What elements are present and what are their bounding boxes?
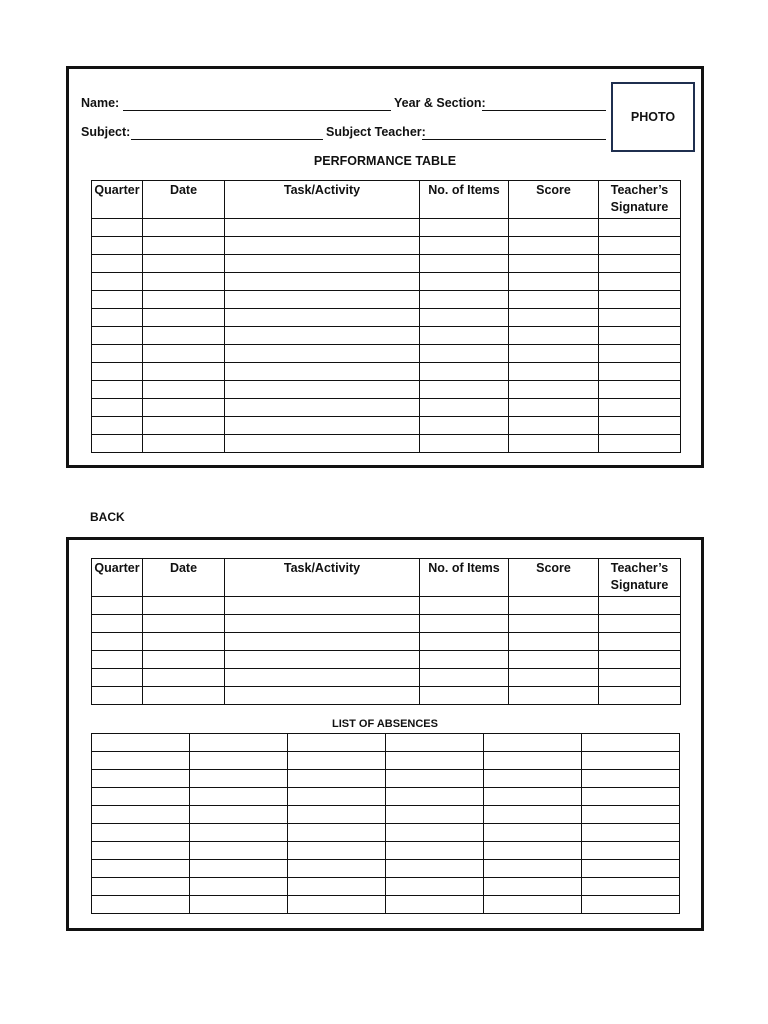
- table-cell[interactable]: [143, 363, 225, 381]
- table-cell[interactable]: [92, 309, 143, 327]
- table-cell[interactable]: [599, 435, 681, 453]
- table-cell[interactable]: [509, 327, 599, 345]
- table-row: [92, 788, 680, 806]
- table-row: [92, 219, 681, 237]
- absences-table: [91, 733, 680, 914]
- table-cell[interactable]: [92, 237, 143, 255]
- table-cell[interactable]: [190, 752, 288, 770]
- table-cell[interactable]: [420, 435, 509, 453]
- table-cell[interactable]: [225, 255, 420, 273]
- table-cell[interactable]: [599, 633, 681, 651]
- table-cell[interactable]: [582, 860, 680, 878]
- table-cell[interactable]: [92, 806, 190, 824]
- table-cell[interactable]: [420, 273, 509, 291]
- table-row: [92, 435, 681, 453]
- table-row: [92, 842, 680, 860]
- table-cell[interactable]: [582, 788, 680, 806]
- performance-table-body: [92, 219, 681, 453]
- table-cell[interactable]: [143, 327, 225, 345]
- table-cell[interactable]: [288, 824, 386, 842]
- photo-box: [611, 82, 695, 152]
- table-cell[interactable]: [288, 752, 386, 770]
- header-score: Score: [509, 559, 599, 597]
- table-cell[interactable]: [225, 669, 420, 687]
- table-cell[interactable]: [599, 273, 681, 291]
- table-cell[interactable]: [190, 770, 288, 788]
- table-cell[interactable]: [92, 651, 143, 669]
- table-cell[interactable]: [599, 651, 681, 669]
- table-cell[interactable]: [599, 381, 681, 399]
- header-teacher-signature: Teacher’s Signature: [599, 559, 681, 597]
- table-cell[interactable]: [582, 770, 680, 788]
- table-cell[interactable]: [420, 669, 509, 687]
- table-cell[interactable]: [225, 399, 420, 417]
- table-cell[interactable]: [92, 381, 143, 399]
- table-cell[interactable]: [582, 878, 680, 896]
- table-cell[interactable]: [92, 363, 143, 381]
- table-cell[interactable]: [420, 687, 509, 705]
- table-cell[interactable]: [225, 651, 420, 669]
- table-cell[interactable]: [386, 878, 484, 896]
- table-row: [92, 734, 680, 752]
- table-cell[interactable]: [190, 734, 288, 752]
- header-date: Date: [143, 181, 225, 219]
- table-cell[interactable]: [92, 669, 143, 687]
- table-row: [92, 651, 681, 669]
- table-cell[interactable]: [92, 273, 143, 291]
- table-cell[interactable]: [484, 860, 582, 878]
- table-cell[interactable]: [92, 824, 190, 842]
- table-cell[interactable]: [190, 896, 288, 914]
- table-cell[interactable]: [92, 860, 190, 878]
- table-cell[interactable]: [288, 788, 386, 806]
- table-cell[interactable]: [92, 255, 143, 273]
- table-cell[interactable]: [225, 291, 420, 309]
- table-cell[interactable]: [386, 770, 484, 788]
- table-cell[interactable]: [484, 734, 582, 752]
- header-teacher-signature: Teacher’s Signature: [599, 181, 681, 219]
- table-cell[interactable]: [599, 327, 681, 345]
- table-cell[interactable]: [484, 770, 582, 788]
- table-cell[interactable]: [509, 597, 599, 615]
- table-cell[interactable]: [386, 752, 484, 770]
- table-cell[interactable]: [420, 633, 509, 651]
- back-performance-table: [91, 558, 681, 705]
- table-cell[interactable]: [386, 842, 484, 860]
- table-cell[interactable]: [582, 824, 680, 842]
- table-cell[interactable]: [143, 417, 225, 435]
- back-label: BACK: [90, 510, 125, 524]
- table-cell[interactable]: [225, 597, 420, 615]
- table-cell[interactable]: [92, 435, 143, 453]
- table-cell[interactable]: [599, 687, 681, 705]
- back-performance-table-body: [92, 597, 681, 705]
- table-cell[interactable]: [509, 291, 599, 309]
- table-cell[interactable]: [225, 615, 420, 633]
- table-row: [92, 770, 680, 788]
- table-cell[interactable]: [599, 363, 681, 381]
- table-row: [92, 327, 681, 345]
- table-cell[interactable]: [484, 788, 582, 806]
- name-field[interactable]: [123, 110, 391, 111]
- table-cell[interactable]: [420, 399, 509, 417]
- table-row: [92, 669, 681, 687]
- header-no-of-items: No. of Items: [420, 181, 509, 219]
- table-cell[interactable]: [599, 597, 681, 615]
- table-row: [92, 752, 680, 770]
- performance-table: [91, 180, 681, 453]
- table-cell[interactable]: [484, 878, 582, 896]
- front-card: [66, 66, 704, 468]
- table-row: [92, 860, 680, 878]
- table-cell[interactable]: [92, 399, 143, 417]
- table-cell[interactable]: [509, 381, 599, 399]
- table-row: [92, 687, 681, 705]
- table-cell[interactable]: [420, 345, 509, 363]
- table-cell[interactable]: [599, 615, 681, 633]
- table-cell[interactable]: [386, 824, 484, 842]
- table-cell[interactable]: [509, 399, 599, 417]
- table-cell[interactable]: [599, 345, 681, 363]
- table-cell[interactable]: [484, 806, 582, 824]
- table-cell[interactable]: [143, 633, 225, 651]
- table-cell[interactable]: [420, 327, 509, 345]
- table-cell[interactable]: [386, 734, 484, 752]
- table-cell[interactable]: [288, 806, 386, 824]
- table-cell[interactable]: [143, 651, 225, 669]
- table-cell[interactable]: [509, 669, 599, 687]
- table-cell[interactable]: [599, 219, 681, 237]
- table-cell[interactable]: [225, 327, 420, 345]
- table-cell[interactable]: [509, 363, 599, 381]
- table-row: [92, 878, 680, 896]
- table-row: [92, 806, 680, 824]
- table-row: [92, 363, 681, 381]
- table-cell[interactable]: [420, 381, 509, 399]
- header-quarter: Quarter: [92, 181, 143, 219]
- table-cell[interactable]: [582, 734, 680, 752]
- table-cell[interactable]: [386, 788, 484, 806]
- table-cell[interactable]: [509, 651, 599, 669]
- table-cell[interactable]: [288, 896, 386, 914]
- table-cell[interactable]: [190, 824, 288, 842]
- table-cell[interactable]: [288, 860, 386, 878]
- table-row: [92, 309, 681, 327]
- table-cell[interactable]: [92, 327, 143, 345]
- table-cell[interactable]: [92, 788, 190, 806]
- table-row: [92, 896, 680, 914]
- table-cell[interactable]: [92, 615, 143, 633]
- table-cell[interactable]: [225, 417, 420, 435]
- table-cell[interactable]: [509, 273, 599, 291]
- table-cell[interactable]: [143, 237, 225, 255]
- name-label: Name:: [81, 96, 120, 110]
- header-score: Score: [509, 181, 599, 219]
- table-cell[interactable]: [190, 860, 288, 878]
- table-cell[interactable]: [420, 291, 509, 309]
- table-cell[interactable]: [190, 842, 288, 860]
- table-cell[interactable]: [582, 896, 680, 914]
- table-cell[interactable]: [509, 219, 599, 237]
- table-cell[interactable]: [143, 309, 225, 327]
- table-cell[interactable]: [143, 345, 225, 363]
- table-row: [92, 381, 681, 399]
- table-row: [92, 237, 681, 255]
- subject-teacher-label: Subject Teacher:: [326, 125, 426, 139]
- table-cell[interactable]: [143, 291, 225, 309]
- table-cell[interactable]: [92, 345, 143, 363]
- table-cell[interactable]: [225, 237, 420, 255]
- table-cell[interactable]: [92, 291, 143, 309]
- table-cell[interactable]: [599, 309, 681, 327]
- table-cell[interactable]: [288, 878, 386, 896]
- table-row: [92, 255, 681, 273]
- table-cell[interactable]: [143, 435, 225, 453]
- table-cell[interactable]: [509, 309, 599, 327]
- table-cell[interactable]: [92, 770, 190, 788]
- table-cell[interactable]: [386, 806, 484, 824]
- header-task-activity: Task/Activity: [225, 181, 420, 219]
- table-cell[interactable]: [225, 633, 420, 651]
- table-cell[interactable]: [92, 597, 143, 615]
- year-section-field[interactable]: [482, 110, 606, 111]
- table-cell[interactable]: [509, 615, 599, 633]
- table-cell[interactable]: [599, 291, 681, 309]
- table-cell[interactable]: [225, 273, 420, 291]
- table-cell[interactable]: [92, 219, 143, 237]
- table-cell[interactable]: [420, 219, 509, 237]
- table-cell[interactable]: [420, 309, 509, 327]
- table-cell[interactable]: [420, 237, 509, 255]
- table-cell[interactable]: [484, 842, 582, 860]
- table-cell[interactable]: [143, 669, 225, 687]
- table-cell[interactable]: [190, 806, 288, 824]
- absences-table-body: [92, 734, 680, 914]
- table-cell[interactable]: [484, 824, 582, 842]
- table-cell[interactable]: [386, 860, 484, 878]
- table-cell[interactable]: [420, 651, 509, 669]
- table-cell[interactable]: [92, 687, 143, 705]
- table-cell[interactable]: [509, 417, 599, 435]
- table-cell[interactable]: [509, 435, 599, 453]
- table-cell[interactable]: [420, 597, 509, 615]
- table-cell[interactable]: [143, 597, 225, 615]
- table-cell[interactable]: [92, 734, 190, 752]
- table-cell[interactable]: [92, 896, 190, 914]
- table-cell[interactable]: [225, 309, 420, 327]
- table-cell[interactable]: [288, 842, 386, 860]
- subject-teacher-field[interactable]: [422, 139, 606, 140]
- table-cell[interactable]: [386, 896, 484, 914]
- table-cell[interactable]: [509, 345, 599, 363]
- table-cell[interactable]: [92, 752, 190, 770]
- table-cell[interactable]: [143, 273, 225, 291]
- table-cell[interactable]: [484, 752, 582, 770]
- table-cell[interactable]: [92, 633, 143, 651]
- table-row: [92, 291, 681, 309]
- table-cell[interactable]: [420, 255, 509, 273]
- table-cell[interactable]: [509, 633, 599, 651]
- table-cell[interactable]: [143, 381, 225, 399]
- table-cell[interactable]: [509, 687, 599, 705]
- table-cell[interactable]: [92, 417, 143, 435]
- table-cell[interactable]: [420, 615, 509, 633]
- year-section-label: Year & Section:: [394, 96, 486, 110]
- table-cell[interactable]: [582, 752, 680, 770]
- table-cell[interactable]: [582, 806, 680, 824]
- table-row: [92, 345, 681, 363]
- table-cell[interactable]: [143, 687, 225, 705]
- photo-label: PHOTO: [630, 110, 676, 124]
- header-quarter: Quarter: [92, 559, 143, 597]
- table-row: [92, 633, 681, 651]
- table-cell[interactable]: [599, 417, 681, 435]
- table-cell[interactable]: [599, 669, 681, 687]
- performance-table-title: PERFORMANCE TABLE: [313, 154, 457, 168]
- subject-label: Subject:: [81, 125, 131, 139]
- table-cell[interactable]: [420, 363, 509, 381]
- header-no-of-items: No. of Items: [420, 559, 509, 597]
- table-cell[interactable]: [582, 842, 680, 860]
- table-row: [92, 417, 681, 435]
- table-cell[interactable]: [143, 219, 225, 237]
- table-cell[interactable]: [190, 788, 288, 806]
- table-cell[interactable]: [599, 399, 681, 417]
- header-date: Date: [143, 559, 225, 597]
- table-row: [92, 399, 681, 417]
- table-row: [92, 824, 680, 842]
- table-cell[interactable]: [190, 878, 288, 896]
- table-cell[interactable]: [599, 255, 681, 273]
- table-cell[interactable]: [509, 255, 599, 273]
- table-cell[interactable]: [225, 435, 420, 453]
- table-cell[interactable]: [420, 417, 509, 435]
- table-cell[interactable]: [225, 381, 420, 399]
- table-row: [92, 273, 681, 291]
- table-cell[interactable]: [225, 345, 420, 363]
- table-cell[interactable]: [509, 237, 599, 255]
- table-row: [92, 615, 681, 633]
- table-cell[interactable]: [484, 896, 582, 914]
- back-card: [66, 537, 704, 931]
- table-cell[interactable]: [225, 363, 420, 381]
- table-cell[interactable]: [92, 878, 190, 896]
- table-cell[interactable]: [288, 770, 386, 788]
- subject-field[interactable]: [131, 139, 323, 140]
- table-cell[interactable]: [143, 615, 225, 633]
- table-cell[interactable]: [288, 734, 386, 752]
- absences-title: LIST OF ABSENCES: [332, 718, 438, 730]
- table-cell[interactable]: [143, 399, 225, 417]
- table-cell[interactable]: [143, 255, 225, 273]
- table-row: [92, 597, 681, 615]
- table-cell[interactable]: [599, 237, 681, 255]
- table-cell[interactable]: [225, 687, 420, 705]
- table-cell[interactable]: [92, 842, 190, 860]
- table-cell[interactable]: [225, 219, 420, 237]
- header-task-activity: Task/Activity: [225, 559, 420, 597]
